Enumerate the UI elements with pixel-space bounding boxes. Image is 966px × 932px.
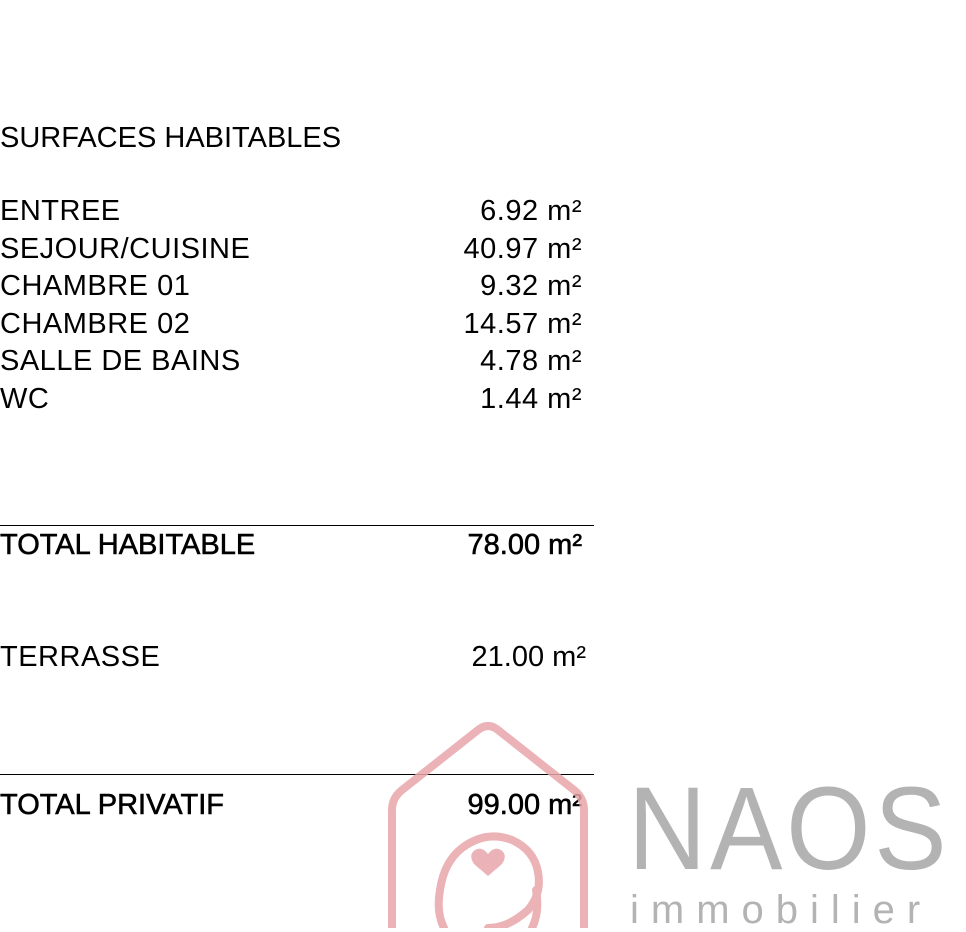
- page-title: SURFACES HABITABLES: [0, 122, 342, 154]
- room-area: 40.97 m²: [463, 232, 582, 265]
- terrasse-value: 21.00 m²: [471, 641, 586, 673]
- total-privatif-label: TOTAL PRIVATIF: [0, 789, 224, 821]
- room-area: 9.32 m²: [480, 270, 582, 302]
- house-heart-pin-icon: [382, 722, 594, 928]
- list-item: [0, 306, 600, 344]
- list-item: [0, 231, 600, 269]
- terrasse-label: TERRASSE: [0, 641, 161, 673]
- room-area: 6.92 m²: [480, 195, 582, 227]
- total-habitable-label: TOTAL HABITABLE: [0, 529, 256, 561]
- room-label: SALLE DE BAINS: [0, 345, 241, 377]
- list-item: [0, 343, 600, 381]
- rooms-list: [0, 193, 600, 418]
- brand-logo-text: NAOS: [628, 763, 951, 895]
- room-label: CHAMBRE 01: [0, 270, 191, 302]
- list-item: [0, 268, 600, 306]
- list-item: [0, 193, 600, 231]
- room-label: WC: [0, 382, 50, 415]
- brand-logo-tagline: immobilier: [630, 888, 933, 932]
- room-label: ENTREE: [0, 195, 121, 227]
- room-label: CHAMBRE 02: [0, 307, 191, 340]
- total-privatif-value: 99.00 m²: [467, 789, 582, 821]
- room-label: SEJOUR/CUISINE: [0, 232, 251, 265]
- room-area: 1.44 m²: [480, 382, 582, 415]
- room-area: 14.57 m²: [463, 307, 582, 340]
- list-item: [0, 381, 600, 419]
- total-habitable-value: 78.00 m²: [467, 529, 582, 561]
- total-habitable-divider: [0, 525, 594, 526]
- room-area: 4.78 m²: [480, 345, 582, 377]
